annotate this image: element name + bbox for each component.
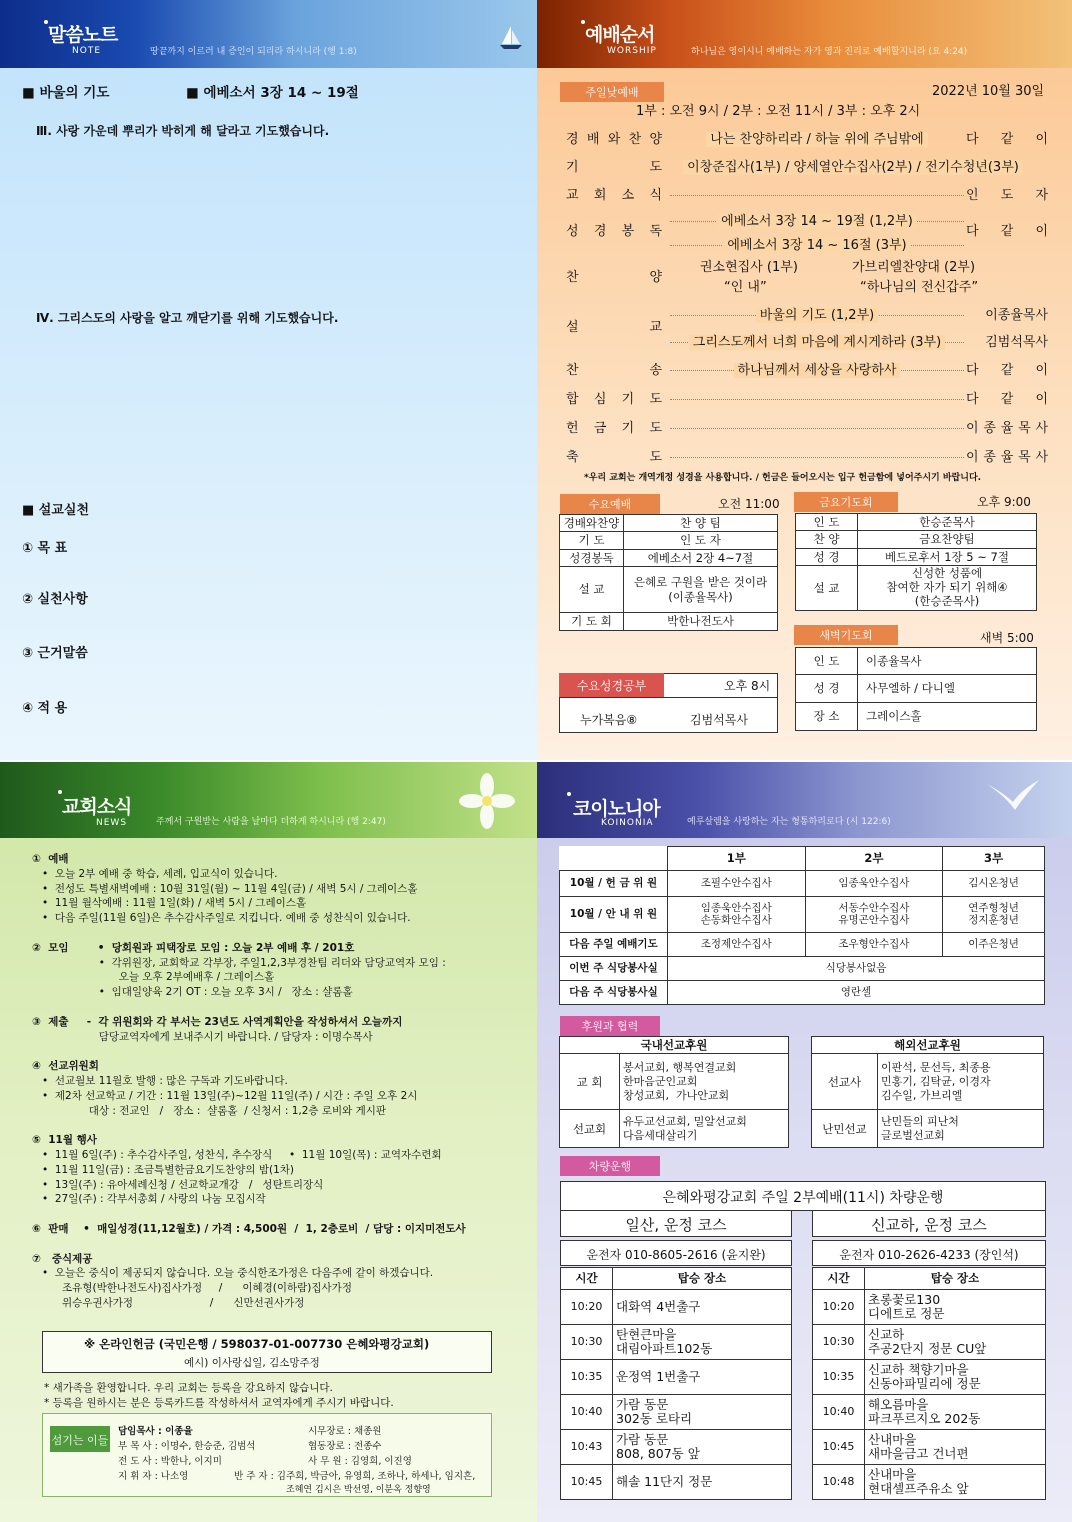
sermon-text: ■ 에베소서 3장 14 ~ 19절 xyxy=(186,85,359,101)
news-title: 교회소식 xyxy=(62,796,132,818)
staff-7: 사 무 원 : 김영희, 이진영 xyxy=(308,1456,412,1467)
staff-3: 전 도 사 : 박한나, 이지미 xyxy=(118,1456,222,1467)
order-key: 경 배 와 찬 양 xyxy=(566,132,662,147)
order-key: 성 경 봉 독 xyxy=(566,224,662,239)
bus-stop: 대화역 4번출구 xyxy=(613,1290,792,1325)
point-4: Ⅳ. 그리스도의 사랑을 알고 깨닫기를 위해 기도했습니다. xyxy=(36,311,339,325)
dom-key: 교 회 xyxy=(560,1054,620,1110)
bus-time: 10:30 xyxy=(561,1325,613,1360)
bird-icon xyxy=(985,776,1041,816)
point-3: Ⅲ. 사랑 가운데 뿌리가 박히게 해 달라고 기도했습니다. xyxy=(36,124,330,138)
news-line: • 각위원장, 교회학교 각부장, 주일1,2,3부경찬팀 리더와 담당교역자 모임 : xyxy=(32,956,446,969)
study-book: 누가복음⑧ xyxy=(580,713,638,727)
foreign-table xyxy=(811,1036,1044,1148)
wed-val: 박한나전도사 xyxy=(624,613,778,630)
bus-time: 10:35 xyxy=(813,1360,865,1395)
bus2-table xyxy=(812,1267,1046,1500)
order-content: 하나님께서 세상을 사랑하사 xyxy=(670,359,964,371)
wed-key: 설 교 xyxy=(560,567,624,613)
flower-icon xyxy=(452,770,522,832)
order-content: 이창준집사(1부) / 양세열안수집사(2부) / 전기수청년(3부) xyxy=(656,156,1050,168)
order-key: 찬 송 xyxy=(566,363,662,378)
sailboat-icon xyxy=(498,24,524,50)
news-line: ⑦ 중식제공 xyxy=(32,1252,93,1265)
news-header xyxy=(0,762,537,838)
wed-time: 오전 11:00 xyxy=(718,497,780,511)
worship-date: 2022년 10월 30일 xyxy=(932,84,1045,99)
order-key: 설 교 xyxy=(566,320,662,335)
blank-cell xyxy=(560,847,668,871)
sunday-label: 주일낮예배 xyxy=(560,82,664,102)
bus-stop: 신교하 책향기마을 신동아파밀리에 정문 xyxy=(865,1360,1046,1395)
news-line: • 13일(주) : 유아세례신청 / 선교학교개강 / 성탄트리장식 xyxy=(32,1178,324,1191)
news-line: • 임대일양육 2기 OT : 오늘 오후 3시 / 장소 : 샬롬홀 xyxy=(32,986,353,999)
bus-time: 10:43 xyxy=(561,1430,613,1465)
fri-time: 오후 9:00 xyxy=(977,495,1031,509)
order-key: 축 도 xyxy=(566,450,662,465)
welcome-2: * 등록을 원하시는 분은 등록카드를 작성하셔서 교역자에게 주시기 바랍니다. xyxy=(44,1397,394,1409)
fri-key: 찬 양 xyxy=(796,531,858,548)
svc-val: 조우형안수집사 xyxy=(805,933,943,957)
news-line: • 11월 월삭예배 : 11월 1일(화) / 새벽 5시 / 그레이스홀 xyxy=(32,897,307,910)
study-who: 김범석목사 xyxy=(690,713,748,727)
fri-val: 베드로후서 1장 5 ~ 7절 xyxy=(858,548,1037,565)
for-key: 선교사 xyxy=(812,1054,878,1110)
worship-title: 예배순서 xyxy=(585,24,655,46)
news-line: • 다음 주일(11월 6일)은 추수감사주일로 지킵니다. 예배 중 성찬식이 있습니다. xyxy=(32,912,411,925)
sermon-1-person: 이종율목사 xyxy=(985,308,1048,323)
order-benediction xyxy=(560,442,1050,468)
order-key: 기 도 xyxy=(566,160,662,175)
bus-head: 탑승 장소 xyxy=(865,1268,1046,1290)
koinonia-subtitle: KOINONIA xyxy=(601,818,654,828)
route1-head: 일산, 운정 코스 xyxy=(560,1211,792,1237)
svc-key: 10월 / 안 내 위 원 xyxy=(560,897,668,933)
offering-example: 예시) 이사랑십일, 김소망주정 xyxy=(184,1357,320,1369)
staff-5: 시무장로 : 채종원 xyxy=(308,1426,382,1437)
bus-time: 10:40 xyxy=(561,1395,613,1430)
fri-table xyxy=(795,513,1037,611)
for-key: 난민선교 xyxy=(812,1110,878,1148)
fri-key: 성 경 xyxy=(796,548,858,565)
news-line: ② 모임 • 당회원과 피택장로 모임 : 오늘 2부 예배 후 / 201호 xyxy=(32,941,355,954)
svc-val: 조필수안수집사 xyxy=(668,871,806,897)
news-line: 담당교역자에게 보내주시기 바랍니다. / 담당자 : 이명수목사 xyxy=(32,1030,373,1043)
news-line: • 오늘 2부 예배 중 학습, 세례, 입교식이 있습니다. xyxy=(32,867,278,880)
bus-time: 10:40 xyxy=(813,1395,865,1430)
wed-key: 경배와찬양 xyxy=(560,515,624,532)
news-subtitle: NEWS xyxy=(96,818,128,828)
news-line: • 전성도 특별새벽예배 : 10월 31일(월) ~ 11월 4일(금) / 새벽 5시 / 그레이스홀 xyxy=(32,882,418,895)
worship-verse: 하나님은 영이시니 예배하는 자가 영과 진리로 예배할지니라 (요 4:24) xyxy=(691,47,968,57)
sermon-1: 바울의 기도 (1,2부) xyxy=(670,304,964,316)
practice-title: ■ 설교실천 xyxy=(22,503,90,518)
bus-stop: 가람 동문 302동 로타리 xyxy=(613,1395,792,1430)
order-dots xyxy=(670,388,964,400)
svc-val: 이주은청년 xyxy=(943,933,1045,957)
for-val: 난민들의 피난처 글로벌선교회 xyxy=(878,1110,1044,1148)
news-line: ③ 제출 - 각 위원회와 각 부서는 23년도 사역계획안을 작성하셔서 오늘까지 xyxy=(32,1015,403,1028)
worship-note: *우리 교회는 개역개정 성경을 사용합니다. / 헌금은 들어오시는 입구 헌금함에 넣어주시기 바랍니다. xyxy=(584,473,982,483)
order-content-2: 에베소서 3장 14 ~ 16절 (3부) xyxy=(670,234,964,246)
order-person: 다 같 이 xyxy=(966,363,1048,378)
bus-title: 은혜와평강교회 주일 2부예배(11시) 차량운행 xyxy=(662,1190,944,1206)
order-key: 헌 금 기 도 xyxy=(566,421,662,436)
dawn-val: 이종율목사 xyxy=(858,648,1037,675)
domestic-table xyxy=(559,1036,789,1148)
svc-val: 임종욱안수집사 xyxy=(805,871,943,897)
sermon-2-person: 김범석목사 xyxy=(985,335,1048,350)
staff-4: 지 휘 자 : 나소영 xyxy=(118,1471,189,1482)
dawn-key: 성 경 xyxy=(796,675,858,703)
study-label: 수요성경공부 xyxy=(559,673,664,697)
news-line: ⑥ 판매 • 매일성경(11,12월호) / 가격 : 4,500원 / 1, 2층로비 / 담당 : 이지미전도사 xyxy=(32,1223,466,1235)
news-line: • 오늘은 중식이 제공되지 않습니다. 오늘 중식한조가정은 다음주에 같이 하겠습니다. xyxy=(32,1267,434,1280)
wed-key: 성경봉독 xyxy=(560,549,624,566)
meal-key: 이번 주 식당봉사실 xyxy=(560,957,668,981)
hymn-a-title: “인 내” xyxy=(724,280,767,295)
svc-key: 10월 / 헌 금 위 원 xyxy=(560,871,668,897)
order-person: 인 도 자 xyxy=(966,188,1048,203)
sermon-2: 그리스도께서 너희 마음에 계시게하라 (3부) xyxy=(670,331,964,343)
koinonia-title: 코이노니아 xyxy=(573,798,660,820)
dom-val: 유두교선교회, 밀알선교회 다음세대살리기 xyxy=(620,1110,789,1148)
svc-val: 임종욱안수집사 손동화안수집사 xyxy=(668,897,806,933)
svc-val: 조정제안수집사 xyxy=(668,933,806,957)
study-divider xyxy=(559,697,778,698)
order-hymn2 xyxy=(560,355,1050,381)
svc-head: 3부 xyxy=(943,847,1045,871)
svc-key: 다음 주일 예배기도 xyxy=(560,933,668,957)
fri-val: 금요찬양팀 xyxy=(858,531,1037,548)
dawn-val: 그레이스홀 xyxy=(858,703,1037,731)
bus-head: 시간 xyxy=(813,1268,865,1290)
sermon-title: ■ 바울의 기도 xyxy=(22,85,110,101)
news-line: • 제2차 선교학교 / 기간 : 11월 13일(주)~12월 11일(주) / 시간 : 주일 오후 2시 xyxy=(32,1089,418,1102)
bus-stop: 해오름마을 파크푸르지오 202동 xyxy=(865,1395,1046,1430)
study-time: 오후 8시 xyxy=(724,679,771,693)
bus-label: 차량운행 xyxy=(560,1156,660,1176)
bus1-table xyxy=(560,1267,792,1500)
support-label: 후원과 협력 xyxy=(560,1016,660,1036)
for-val: 이판석, 문선득, 최종용 민홍기, 김탁균, 이경자 김수일, 가브리엘 xyxy=(878,1054,1044,1110)
route2-driver: 운전자 010-2626-4233 (장인석) xyxy=(812,1240,1046,1266)
news-line: 조유형(박한나전도사)집사가정 / 이혜경(이하람)집사가정 xyxy=(32,1282,352,1295)
bus-stop: 신교하 주공2단지 정문 CU앞 xyxy=(865,1325,1046,1360)
order-unison-prayer xyxy=(560,384,1050,410)
wed-key: 기 도 xyxy=(560,532,624,549)
dawn-key: 인 도 xyxy=(796,648,858,675)
news-verse: 주께서 구원받는 사람을 날마다 더하게 하시니라 (행 2:47) xyxy=(156,817,386,827)
wed-key: 기 도 회 xyxy=(560,613,624,630)
practice-action: ② 실천사항 xyxy=(22,592,88,607)
meal-key: 다음 주 식당봉사실 xyxy=(560,981,668,1005)
route2-head: 신교하, 운정 코스 xyxy=(812,1211,1046,1237)
order-person: 이 종 율 목 사 xyxy=(966,421,1048,436)
wed-table xyxy=(559,514,778,631)
servers-label: 섬기는 이들 xyxy=(50,1426,110,1452)
news-line: ④ 선교위원회 xyxy=(32,1060,99,1073)
offering-account: ※ 온라인헌금 (국민은행 / 598037-01-007730 은혜와평강교회) xyxy=(84,1337,430,1351)
news-line: 오늘 오후 2부예배후 / 그레이스홀 xyxy=(32,971,275,984)
order-hymn xyxy=(560,256,1050,296)
wed-val: 인 도 자 xyxy=(624,532,778,549)
staff-1: 담임목사 : 이종율 xyxy=(118,1426,193,1437)
note-subtitle: NOTE xyxy=(72,46,102,56)
hymn-b: 가브리엘찬양대 (2부) xyxy=(852,260,976,275)
svc-val: 연주형청년 정지훈청년 xyxy=(943,897,1045,933)
svc-head: 1부 xyxy=(668,847,806,871)
koinonia-verse: 예루살렘을 사랑하는 자는 형통하리로다 (시 122:6) xyxy=(687,817,891,827)
bus-head: 탑승 장소 xyxy=(613,1268,792,1290)
news-line: • 선교월보 11월호 발행 : 많은 구독과 기도바랍니다. xyxy=(32,1075,288,1087)
bus-time: 10:45 xyxy=(561,1465,613,1500)
bus-stop: 산내마을 새마을금고 건너편 xyxy=(865,1430,1046,1465)
bus-head: 시간 xyxy=(561,1268,613,1290)
order-content: 나는 찬양하리라 / 하늘 위에 주님밖에 xyxy=(670,128,964,140)
welcome-1: * 새가족을 환영합니다. 우리 교회는 등록을 강요하지 않습니다. xyxy=(44,1382,333,1394)
news-line: 대상 : 전교인 / 장소 : 샬롬홀 / 신청서 : 1,2층 로비와 게시판 xyxy=(32,1104,387,1117)
order-person: 다 같 이 xyxy=(966,224,1048,239)
hymn-b-title: “하나님의 전신갑주” xyxy=(860,280,979,295)
order-sermon xyxy=(560,300,1050,350)
news-line: ① 예배 xyxy=(32,853,69,865)
meal-val: 영란셀 xyxy=(668,981,1045,1005)
order-offering xyxy=(560,413,1050,439)
staff-2: 부 목 사 : 이명수, 한승준, 김범석 xyxy=(118,1441,256,1452)
news-line: ⑤ 11월 행사 xyxy=(32,1134,97,1147)
note-header xyxy=(0,0,537,68)
news-line: • 11월 11일(금) : 조금특별한금요기도찬양의 밤(1차) xyxy=(32,1163,294,1176)
bus-stop: 가람 동문 808, 807동 앞 xyxy=(613,1430,792,1465)
order-content-1: 에베소서 3장 14 ~ 19절 (1,2부) xyxy=(670,210,964,222)
dawn-label: 새벽기도회 xyxy=(794,625,898,645)
quadrant-note xyxy=(0,0,537,760)
dawn-time: 새벽 5:00 xyxy=(980,631,1034,645)
order-key: 합 심 기 도 xyxy=(566,392,662,407)
dot-icon xyxy=(567,792,571,796)
order-person: 다 같 이 xyxy=(966,392,1048,407)
fri-label: 금요기도회 xyxy=(794,492,898,512)
order-dots xyxy=(670,184,964,196)
wed-val: 에베소서 2장 4~7절 xyxy=(624,549,778,566)
worship-subtitle: WORSHIP xyxy=(607,46,657,56)
news-line: • 27일(주) : 각부서총회 / 사랑의 나눔 모집시작 xyxy=(32,1193,266,1206)
route1-driver: 운전자 010-8605-2616 (윤지완) xyxy=(560,1240,792,1266)
foreign-head: 해외선교후원 xyxy=(812,1037,1044,1054)
fri-val: 신성한 성품에 참여한 자가 되기 위해④ (한승준목사) xyxy=(858,566,1037,610)
domestic-head: 국내선교후원 xyxy=(560,1037,789,1054)
wed-val: 찬 양 팀 xyxy=(624,515,778,532)
practice-verse: ③ 근거말씀 xyxy=(22,646,88,661)
staff-6: 협동장로 : 전종수 xyxy=(308,1441,382,1452)
note-title: 말씀노트 xyxy=(48,24,118,46)
dawn-key: 장 소 xyxy=(796,703,858,731)
dom-key: 선교회 xyxy=(560,1110,620,1148)
svc-val: 서동수안수집사 유명곤안수집사 xyxy=(805,897,943,933)
practice-goal: ① 목 표 xyxy=(22,541,68,556)
wed-label: 수요예배 xyxy=(560,494,660,514)
note-verse: 땅끝까지 이르러 내 증인이 되리라 하시니라 (행 1:8) xyxy=(150,47,357,57)
fri-val: 한승준목사 xyxy=(858,514,1037,531)
news-line: • 11월 6일(주) : 추수감사주일, 성찬식, 추수장식 • 11월 10일(목) : 교역자수련회 xyxy=(32,1149,442,1161)
worship-times: 1부 : 오전 9시 / 2부 : 오전 11시 / 3부 : 오후 2시 xyxy=(636,104,921,119)
accompanist-2: 조혜연 김시은 박선영, 이분옥 정향영 xyxy=(286,1485,431,1495)
bus-stop: 해솔 11단지 정문 xyxy=(613,1465,792,1500)
svc-val: 김시온청년 xyxy=(943,871,1045,897)
fri-key: 인 도 xyxy=(796,514,858,531)
order-news xyxy=(560,180,1050,206)
dawn-table xyxy=(795,647,1037,731)
bus-stop: 탄현큰마을 대림아파트102동 xyxy=(613,1325,792,1360)
bus-time: 10:48 xyxy=(813,1465,865,1500)
order-bible xyxy=(560,206,1050,252)
bus-time: 10:20 xyxy=(813,1290,865,1325)
dom-val: 봉서교회, 행복연결교회 한마음군인교회 창성교회, 가나안교회 xyxy=(620,1054,789,1110)
fri-key: 설 교 xyxy=(796,566,858,610)
order-key: 찬 양 xyxy=(566,270,662,285)
wed-val: 은혜로 구원을 받은 것이라 (이종율목사) xyxy=(624,567,778,613)
bus-time: 10:45 xyxy=(813,1430,865,1465)
bus-stop: 운정역 1번출구 xyxy=(613,1360,792,1395)
accompanist: 반 주 자 : 김주희, 박금아, 유영희, 조하나, 하세나, 임지흔, xyxy=(234,1471,476,1482)
order-prayer xyxy=(560,152,1050,178)
order-dots xyxy=(670,446,964,458)
bus-time: 10:35 xyxy=(561,1360,613,1395)
order-praise xyxy=(560,124,1050,150)
bus-time: 10:20 xyxy=(561,1290,613,1325)
news-line: 위승우권사가정 / 신만선권사가정 xyxy=(32,1297,305,1309)
service-table xyxy=(559,846,1045,1005)
hymn-a: 권소현집사 (1부) xyxy=(700,260,798,275)
order-person: 이 종 율 목 사 xyxy=(966,450,1048,465)
practice-apply: ④ 적 용 xyxy=(22,701,68,716)
svc-head: 2부 xyxy=(805,847,943,871)
order-key: 교 회 소 식 xyxy=(566,188,662,203)
worship-header xyxy=(537,0,1072,68)
bus-stop: 산내마을 현대셀프주유소 앞 xyxy=(865,1465,1046,1500)
meal-val: 식당봉사없음 xyxy=(668,957,1045,981)
order-dots xyxy=(670,417,964,429)
order-person: 다 같 이 xyxy=(966,132,1048,147)
dawn-val: 사무엘하 / 다니엘 xyxy=(858,675,1037,703)
bus-time: 10:30 xyxy=(813,1325,865,1360)
koinonia-header xyxy=(537,762,1072,838)
bus-stop: 초롱꽃로130 디에트로 정문 xyxy=(865,1290,1046,1325)
